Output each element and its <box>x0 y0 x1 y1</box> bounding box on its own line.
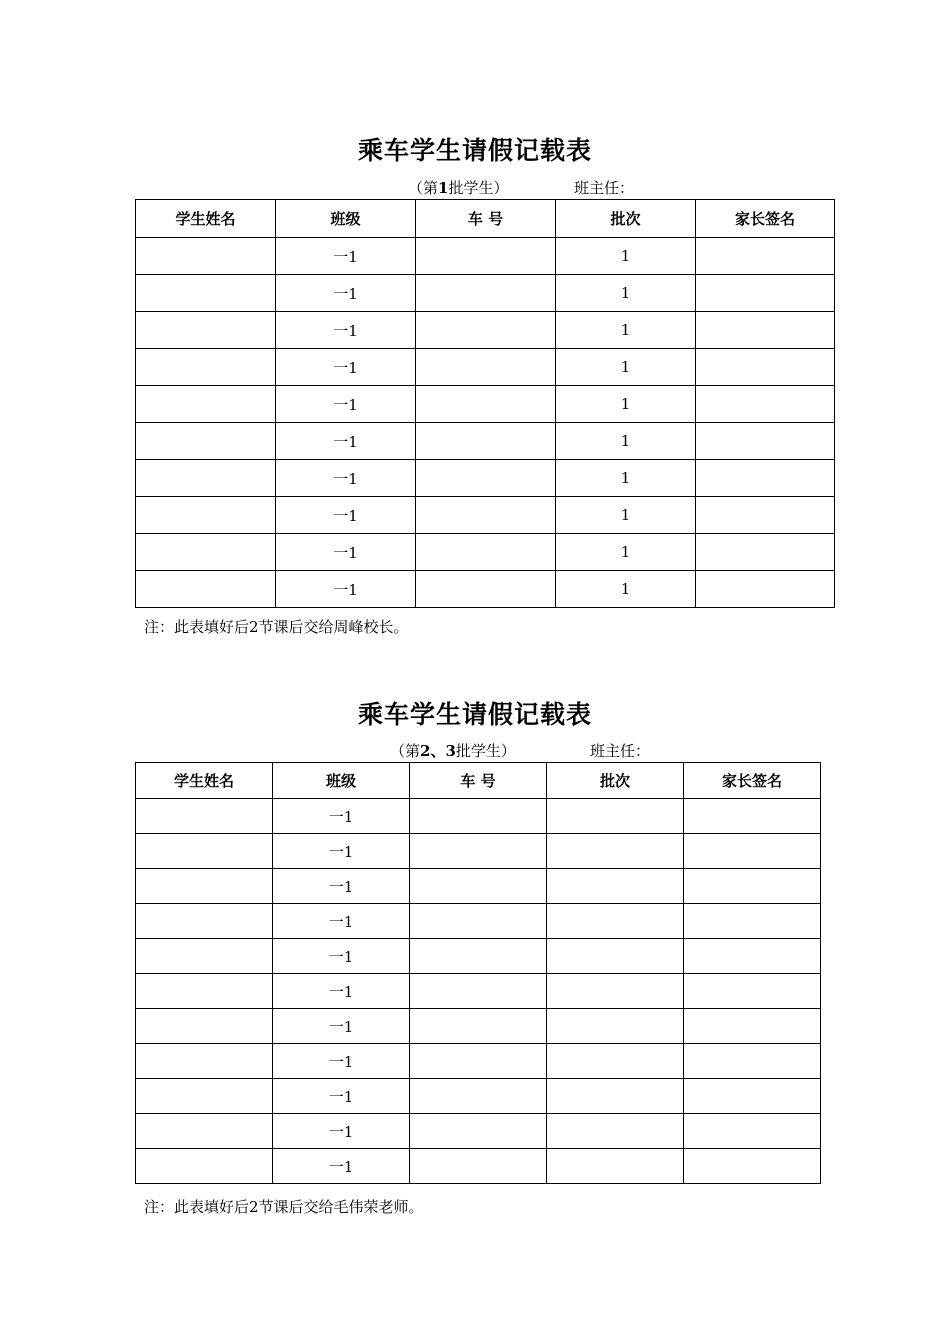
parent-signature-cell[interactable] <box>696 275 835 312</box>
column-header: 班级 <box>276 200 416 238</box>
form1-title: 乘车学生请假记载表 <box>357 136 592 165</box>
student-name-cell[interactable] <box>136 939 273 974</box>
column-header: 批次 <box>547 763 684 799</box>
class-cell: 一1 <box>276 571 416 608</box>
bus-number-cell[interactable] <box>410 974 547 1009</box>
parent-signature-cell[interactable] <box>696 534 835 571</box>
parent-signature-cell[interactable] <box>684 1149 821 1184</box>
form1-teacher-label: 班主任： <box>574 179 635 197</box>
parent-signature-cell[interactable] <box>684 799 821 834</box>
bus-number-cell[interactable] <box>416 534 556 571</box>
form2-header-row <box>136 763 821 799</box>
student-name-cell[interactable] <box>136 1114 273 1149</box>
bus-number-cell[interactable] <box>416 312 556 349</box>
parent-signature-cell[interactable] <box>684 1079 821 1114</box>
parent-signature-cell[interactable] <box>696 386 835 423</box>
form1-table <box>135 199 835 608</box>
table-row <box>136 939 821 974</box>
parent-signature-cell[interactable] <box>696 423 835 460</box>
form2-batch-number: 2、3 <box>420 742 456 760</box>
parent-signature-cell[interactable] <box>684 1044 821 1079</box>
table-row <box>136 974 821 1009</box>
form1-subtitle <box>408 177 508 198</box>
table-row <box>136 238 835 275</box>
student-name-cell[interactable] <box>136 460 276 497</box>
table-row <box>136 460 835 497</box>
batch-cell: 1 <box>556 312 696 349</box>
table-row <box>136 904 821 939</box>
column-header: 车 号 <box>416 200 556 238</box>
table-row <box>136 423 835 460</box>
table-row <box>136 799 821 834</box>
class-cell: 一1 <box>276 497 416 534</box>
form2-batch-prefix: （第 <box>390 742 421 760</box>
column-header: 学生姓名 <box>136 763 273 799</box>
batch-cell: 1 <box>556 534 696 571</box>
batch-cell <box>547 1079 684 1114</box>
form1-batch-suffix: 批学生） <box>448 179 509 197</box>
class-cell: 一1 <box>273 904 410 939</box>
class-cell: 一1 <box>273 1079 410 1114</box>
student-name-cell[interactable] <box>136 799 273 834</box>
table-row <box>136 275 835 312</box>
table-row <box>136 497 835 534</box>
batch-cell: 1 <box>556 238 696 275</box>
table-row <box>136 1114 821 1149</box>
student-name-cell[interactable] <box>136 974 273 1009</box>
parent-signature-cell[interactable] <box>684 834 821 869</box>
class-cell: 一1 <box>273 1044 410 1079</box>
table-row <box>136 1009 821 1044</box>
parent-signature-cell[interactable] <box>696 349 835 386</box>
bus-number-cell[interactable] <box>410 1149 547 1184</box>
student-name-cell[interactable] <box>136 904 273 939</box>
form2-note: 注：此表填好后2节课后交给毛伟荣老师。 <box>144 1198 424 1216</box>
class-cell: 一1 <box>276 349 416 386</box>
class-cell: 一1 <box>273 869 410 904</box>
table-row <box>136 386 835 423</box>
batch-cell: 1 <box>556 349 696 386</box>
class-cell: 一1 <box>276 275 416 312</box>
student-name-cell[interactable] <box>136 1009 273 1044</box>
class-cell: 一1 <box>273 1149 410 1184</box>
bus-number-cell[interactable] <box>416 460 556 497</box>
bus-number-cell[interactable] <box>416 497 556 534</box>
batch-cell <box>547 939 684 974</box>
bus-number-cell[interactable] <box>410 799 547 834</box>
table-row <box>136 1044 821 1079</box>
student-name-cell[interactable] <box>136 834 273 869</box>
student-name-cell[interactable] <box>136 312 276 349</box>
batch-cell <box>547 834 684 869</box>
class-cell: 一1 <box>276 423 416 460</box>
parent-signature-cell[interactable] <box>684 939 821 974</box>
class-cell: 一1 <box>276 238 416 275</box>
form2-body <box>136 799 821 1184</box>
bus-number-cell[interactable] <box>416 275 556 312</box>
bus-number-cell[interactable] <box>410 1079 547 1114</box>
batch-cell: 1 <box>556 571 696 608</box>
column-header: 班级 <box>273 763 410 799</box>
student-name-cell[interactable] <box>136 275 276 312</box>
batch-cell <box>547 1149 684 1184</box>
form2-subtitle <box>390 740 516 761</box>
table-row <box>136 349 835 386</box>
form2-batch-suffix: 批学生） <box>455 742 516 760</box>
bus-number-cell[interactable] <box>410 869 547 904</box>
parent-signature-cell[interactable] <box>696 571 835 608</box>
class-cell: 一1 <box>273 939 410 974</box>
class-cell: 一1 <box>276 386 416 423</box>
bus-number-cell[interactable] <box>410 834 547 869</box>
student-name-cell[interactable] <box>136 1149 273 1184</box>
class-cell: 一1 <box>276 460 416 497</box>
batch-cell: 1 <box>556 497 696 534</box>
parent-signature-cell[interactable] <box>684 974 821 1009</box>
batch-cell <box>547 1009 684 1044</box>
form1-batch-prefix: （第 <box>408 179 439 197</box>
column-header: 批次 <box>556 200 696 238</box>
class-cell: 一1 <box>273 799 410 834</box>
parent-signature-cell[interactable] <box>696 460 835 497</box>
bus-number-cell[interactable] <box>416 238 556 275</box>
form1-note: 注：此表填好后2节课后交给周峰校长。 <box>144 618 409 636</box>
bus-number-cell[interactable] <box>410 1114 547 1149</box>
column-header: 车 号 <box>410 763 547 799</box>
form2-table <box>135 762 821 1184</box>
parent-signature-cell[interactable] <box>684 1114 821 1149</box>
table-row <box>136 869 821 904</box>
bus-number-cell[interactable] <box>416 349 556 386</box>
form2-title: 乘车学生请假记载表 <box>357 700 592 729</box>
class-cell: 一1 <box>273 974 410 1009</box>
batch-cell <box>547 974 684 1009</box>
student-name-cell[interactable] <box>136 386 276 423</box>
batch-cell: 1 <box>556 275 696 312</box>
student-name-cell[interactable] <box>136 1079 273 1114</box>
batch-cell: 1 <box>556 386 696 423</box>
table-row <box>136 1149 821 1184</box>
parent-signature-cell[interactable] <box>696 497 835 534</box>
batch-cell <box>547 869 684 904</box>
student-name-cell[interactable] <box>136 1044 273 1079</box>
parent-signature-cell[interactable] <box>684 904 821 939</box>
class-cell: 一1 <box>273 834 410 869</box>
class-cell: 一1 <box>276 312 416 349</box>
student-name-cell[interactable] <box>136 571 276 608</box>
column-header: 家长签名 <box>696 200 835 238</box>
student-name-cell[interactable] <box>136 349 276 386</box>
batch-cell <box>547 1044 684 1079</box>
table-row <box>136 834 821 869</box>
bus-number-cell[interactable] <box>410 1009 547 1044</box>
batch-cell <box>547 904 684 939</box>
bus-number-cell[interactable] <box>416 571 556 608</box>
batch-cell <box>547 799 684 834</box>
bus-number-cell[interactable] <box>410 1044 547 1079</box>
class-cell: 一1 <box>276 534 416 571</box>
form1-batch-number: 1 <box>438 179 449 197</box>
table-row <box>136 312 835 349</box>
student-name-cell[interactable] <box>136 423 276 460</box>
bus-number-cell[interactable] <box>410 939 547 974</box>
batch-cell: 1 <box>556 460 696 497</box>
form1-body <box>136 238 835 608</box>
parent-signature-cell[interactable] <box>696 238 835 275</box>
column-header: 学生姓名 <box>136 200 276 238</box>
batch-cell <box>547 1114 684 1149</box>
bus-number-cell[interactable] <box>416 386 556 423</box>
student-name-cell[interactable] <box>136 534 276 571</box>
student-name-cell[interactable] <box>136 238 276 275</box>
parent-signature-cell[interactable] <box>684 1009 821 1044</box>
column-header: 家长签名 <box>684 763 821 799</box>
bus-number-cell[interactable] <box>410 904 547 939</box>
batch-cell: 1 <box>556 423 696 460</box>
form1-header-row <box>136 200 835 238</box>
student-name-cell[interactable] <box>136 869 273 904</box>
class-cell: 一1 <box>273 1114 410 1149</box>
table-row <box>136 534 835 571</box>
bus-number-cell[interactable] <box>416 423 556 460</box>
class-cell: 一1 <box>273 1009 410 1044</box>
student-name-cell[interactable] <box>136 497 276 534</box>
parent-signature-cell[interactable] <box>696 312 835 349</box>
table-row <box>136 571 835 608</box>
table-row <box>136 1079 821 1114</box>
parent-signature-cell[interactable] <box>684 869 821 904</box>
form2-teacher-label: 班主任： <box>590 742 651 760</box>
